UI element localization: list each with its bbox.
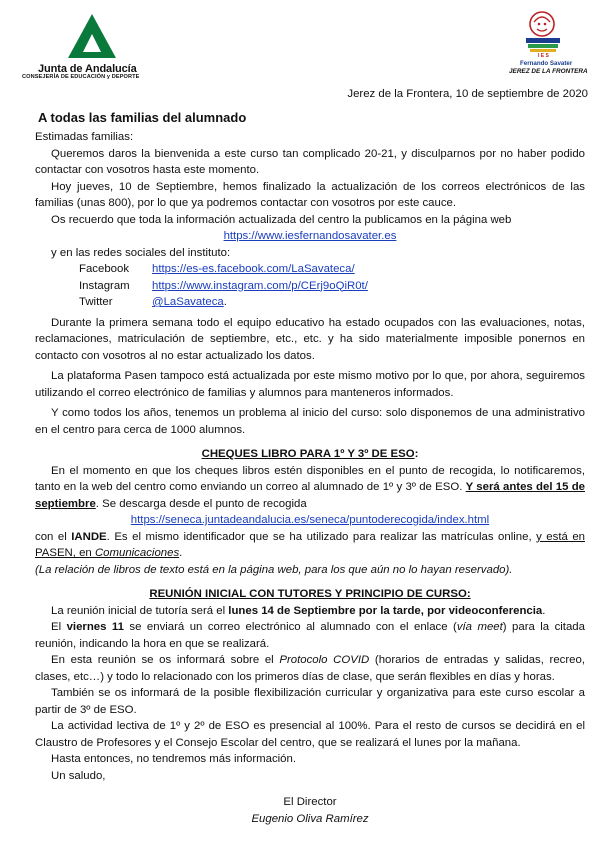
signature-role: El Director (283, 796, 337, 808)
letter-heading: A todas las familias del alumnado (38, 110, 247, 125)
paragraph-protocol: En esta reunión se os informará sobre el Protocolo COVID (horarios de entradas y salidas, recreo, clases, etc…) y todo lo relacionado con los primeros días de clase, que serán flexibles en días y horas. (35, 654, 585, 683)
social-network-name: Twitter (79, 296, 113, 308)
social-twitter-row (35, 294, 585, 311)
seneca-link-row (35, 512, 585, 529)
greeting: Estimadas familias: (35, 131, 134, 143)
ies-city: JEREZ DE LA FRONTERA (509, 68, 588, 75)
paragraph-welcome: Queremos daros la bienvenida a este curso tan complicado 20-21, y disculparnos por no haber podido contactar con vosotros hasta este momento. (35, 147, 585, 176)
social-network-name: Instagram (79, 279, 130, 292)
paragraph-social: y en las redes sociales del instituto: (51, 246, 231, 259)
ies-logo (500, 8, 590, 78)
social-network-name: Facebook (79, 263, 130, 275)
ies-label: I E S (538, 53, 549, 59)
closing: Un saludo, (51, 769, 106, 782)
paragraph-web: Os recuerdo que toda la información actualizada del centro la publicamos en la página web (51, 213, 512, 226)
section-meeting-title: REUNIÓN INICIAL CON TUTORES Y PRINCIPIO DE CURSO: (149, 588, 471, 600)
paragraph-cheques: En el momento en que los cheques libros estén disponibles en el punto de recogida, lo notificaremos, tanto en la web del centro como enviando un correo al alumnado de 1º y 3º de ESO. Y será antes del 15 de septiembre. Se descarga desde el punto de recogida (35, 464, 585, 510)
ies-emblem-icon (514, 8, 576, 54)
social-instagram-row (35, 278, 585, 295)
seneca-link[interactable]: https://seneca.juntadeandalucia.es/seneca/puntoderecogida/index.html (130, 514, 490, 526)
paragraph-flexibility: También se os informará de la posible flexibilización curricular y organizativa para este curso escolar a partir de 3º de ESO. (35, 687, 585, 716)
date-line: Jerez de la Frontera, 10 de septiembre de 2020 (347, 88, 588, 100)
consejeria-name: CONSEJERÍA DE EDUCACIÓN y DEPORTE (22, 74, 140, 80)
paragraph-first-week: Durante la primera semana todo el equipo educativo ha estado ocupados con las evaluaciones, notas, reclamaciones, matriculación de septiembre, etc., etc. y ha sido materialmente imposible ponernos en contacto con vosotros al no estar actualizado los datos. (35, 316, 585, 362)
paragraph-pasen: La plataforma Pasen tampoco está actualizada por este mismo motivo por lo que, por ahora, seguiremos utilizando el correo electrónico de familias y alumnos para manteneros informados. (35, 370, 585, 399)
ies-name: Fernando Savater (520, 60, 573, 67)
paragraph-administrative: Y como todos los años, tenemos un problema al inicio del curso: solo disponemos de una administrativo en el centro para cerca de 1000 alumnos. (35, 407, 585, 436)
section-cheques-title: CHEQUES LIBRO PARA 1º Y 3º DE ESO: (201, 448, 419, 460)
paragraph-meeting-date: La reunión inicial de tutoría será el lunes 14 de Septiembre por la tarde, por videoconferencia. (51, 604, 546, 617)
junta-andalucia-emblem-icon (66, 12, 118, 60)
letter-body (35, 129, 585, 827)
web-link[interactable]: https://www.iesfernandosavater.es (223, 230, 397, 242)
twitter-link[interactable]: @LaSavateca (152, 296, 224, 308)
signature-name: Eugenio Oliva Ramírez (251, 812, 369, 825)
junta-andalucia-logo (22, 10, 162, 80)
paragraph-iande: con el IANDE. Es el mismo identificador que se ha utilizado para realizar las matrículas online, y está en PASEN, en Comunicaciones. (35, 530, 585, 559)
paragraph-attendance: La actividad lectiva de 1º y 2º de ESO es presencial al 100%. Para el resto de cursos se decidirá en el Claustro de Profesores y el Consejo Escolar del centro, que se realizará el lunes por la mañana. (35, 720, 585, 749)
junta-andalucia-name: Junta de Andalucía (38, 63, 137, 75)
paragraph-textbooks-note: (La relación de libros de texto está en la página web, para los que aún no lo hayan reservado). (35, 563, 513, 576)
deadline-text: Y será antes del 15 de septiembre (35, 481, 585, 510)
paragraph-until-then: Hasta entonces, no tendremos más información. (51, 753, 297, 765)
facebook-link[interactable]: https://es-es.facebook.com/LaSavateca/ (152, 263, 355, 275)
web-link-row (35, 228, 585, 245)
paragraph-meeting-email: El viernes 11 se enviará un correo electrónico al alumnado con el enlace (vía meet) para la citada reunión, indicando la hora en que se realizará. (35, 621, 585, 650)
social-facebook-row (35, 261, 585, 278)
paragraph-emails: Hoy jueves, 10 de Septiembre, hemos finalizado la actualización de los correos electrónicos de las familias (unas 800), por lo que ya podremos contactar con vosotros por este cauce. (35, 180, 585, 209)
instagram-link[interactable]: https://www.instagram.com/p/CErj9oQiR0t/ (152, 279, 368, 292)
twitter-suffix: . (223, 296, 227, 308)
